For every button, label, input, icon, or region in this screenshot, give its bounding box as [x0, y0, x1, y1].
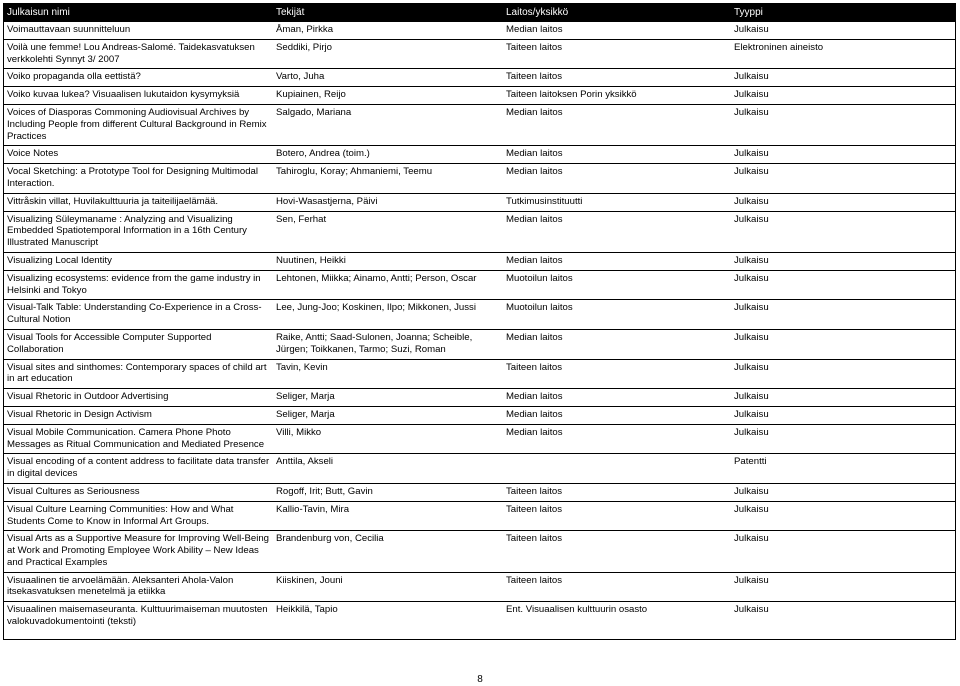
table-row [4, 252, 955, 270]
cell-authors: Seddiki, Pirjo [273, 39, 503, 69]
cell-authors: Lehtonen, Miikka; Ainamo, Antti; Person, Oscar [273, 270, 503, 300]
cell-title: Voilà une femme! Lou Andreas-Salomé. Taidekasvatuksen verkkolehti Synnyt 3/ 2007 [4, 39, 273, 69]
table-row [4, 359, 955, 389]
cell-department [503, 454, 731, 484]
cell-authors: Tahiroglu, Koray; Ahmaniemi, Teemu [273, 164, 503, 194]
cell-title: Vittråskin villat, Huvilakulttuuria ja taiteilijaelämää. [4, 193, 273, 211]
cell-authors: Anttila, Akseli [273, 454, 503, 484]
cell-type: Julkaisu [731, 193, 955, 211]
table-body [4, 22, 955, 631]
table-row [4, 87, 955, 105]
header-type: Tyyppi [731, 4, 955, 22]
cell-type: Julkaisu [731, 104, 955, 145]
cell-type: Julkaisu [731, 501, 955, 531]
cell-title: Voimauttavaan suunnitteluun [7, 24, 131, 35]
cell-title: Visualizing Süleymaname : Analyzing and Visualizing Embedded Spatiotemporal Information in a 16th Century Illustrated Manuscript [4, 211, 273, 252]
cell-title: Visual Arts as a Supportive Measure for Improving Well-Being at Work and Promoting Employee Work Ability – New Ideas and Practical Examples [4, 531, 273, 572]
cell-type: Julkaisu [731, 270, 955, 300]
cell-title: Visual-Talk Table: Understanding Co-Experience in a Cross-Cultural Notion [4, 300, 273, 330]
cell-department: Median laitos [503, 146, 731, 164]
table-row [4, 146, 955, 164]
cell-department: Muotoilun laitos [503, 270, 731, 300]
cell-title: Visualizing ecosystems: evidence from the game industry in Helsinki and Tokyo [4, 270, 273, 300]
cell-title: Visual sites and sinthomes: Contemporary spaces of child art in art education [4, 359, 273, 389]
cell-department: Median laitos [503, 329, 731, 359]
cell-authors: Lee, Jung-Joo; Koskinen, Ilpo; Mikkonen, Jussi [273, 300, 503, 330]
cell-department: Taiteen laitos [503, 39, 731, 69]
cell-authors: Nuutinen, Heikki [273, 252, 503, 270]
cell-type: Julkaisu [731, 389, 955, 407]
cell-authors: Kupiainen, Reijo [273, 87, 503, 105]
cell-department: Muotoilun laitos [503, 300, 731, 330]
cell-department: Taiteen laitos [503, 359, 731, 389]
cell-department: Taiteen laitoksen Porin yksikkö [503, 87, 731, 105]
table-row [4, 22, 955, 39]
page-number: 8 [477, 674, 483, 685]
table-row [4, 501, 955, 531]
cell-authors: Villi, Mikko [273, 424, 503, 454]
cell-authors: Seliger, Marja [273, 389, 503, 407]
cell-title: Visuaalinen maisemaseuranta. Kulttuurimaiseman muutosten valokuvadokumentointi (teksti) [4, 602, 273, 631]
cell-type: Julkaisu [731, 483, 955, 501]
cell-type: Julkaisu [731, 300, 955, 330]
cell-department: Median laitos [503, 164, 731, 194]
cell-authors: Rogoff, Irit; Butt, Gavin [273, 483, 503, 501]
cell-title: Vocal Sketching: a Prototype Tool for Designing Multimodal Interaction. [4, 164, 273, 194]
cell-authors: Botero, Andrea (toim.) [273, 146, 503, 164]
cell-department: Taiteen laitos [503, 572, 731, 602]
table-row [4, 69, 955, 87]
cell-authors: Salgado, Mariana [273, 104, 503, 145]
table-row [4, 211, 955, 252]
cell-title: Voiko kuvaa lukea? Visuaalisen lukutaidon kysymyksiä [4, 87, 273, 105]
publications-table [4, 4, 955, 631]
table-row [4, 531, 955, 572]
table-row [4, 389, 955, 407]
cell-department: Median laitos [503, 211, 731, 252]
cell-authors: Kiiskinen, Jouni [273, 572, 503, 602]
cell-title: Visual Tools for Accessible Computer Supported Collaboration [4, 329, 273, 359]
table-row [4, 193, 955, 211]
header-title: Julkaisun nimi [4, 4, 273, 22]
cell-department: Median laitos [503, 406, 731, 424]
cell-title: Visual encoding of a content address to facilitate data transfer in digital devices [4, 454, 273, 484]
cell-type: Julkaisu [731, 531, 955, 572]
table-row [4, 406, 955, 424]
table-row [4, 104, 955, 145]
table-row [4, 424, 955, 454]
table-row [4, 270, 955, 300]
cell-title: Visual Cultures as Seriousness [4, 483, 273, 501]
cell-type: Julkaisu [731, 406, 955, 424]
cell-authors: Tavin, Kevin [273, 359, 503, 389]
table-row [4, 602, 955, 631]
cell-type: Julkaisu [731, 69, 955, 87]
cell-type: Julkaisu [731, 359, 955, 389]
cell-department: Tutkimusinstituutti [503, 193, 731, 211]
cell-department: Median laitos [503, 424, 731, 454]
cell-type: Julkaisu [731, 146, 955, 164]
table-row [4, 300, 955, 330]
cell-type: Patentti [731, 454, 955, 484]
cell-department: Ent. Visuaalisen kulttuurin osasto [503, 602, 731, 631]
cell-title: Voices of Diasporas Commoning Audiovisual Archives by Including People from different Cultural Background in Remix Practices [4, 104, 273, 145]
cell-type: Julkaisu [731, 211, 955, 252]
cell-title: Voiko propaganda olla eettistä? [4, 69, 273, 87]
cell-type: Julkaisu [731, 164, 955, 194]
cell-type: Julkaisu [734, 24, 769, 35]
cell-department: Taiteen laitos [503, 69, 731, 87]
cell-department: Median laitos [503, 104, 731, 145]
cell-title: Visual Rhetoric in Design Activism [4, 406, 273, 424]
cell-authors: Hovi-Wasastjerna, Päivi [273, 193, 503, 211]
cell-type: Julkaisu [731, 87, 955, 105]
cell-department: Taiteen laitos [503, 501, 731, 531]
table-row [4, 454, 955, 484]
cell-type: Julkaisu [731, 252, 955, 270]
cell-title: Visualizing Local Identity [4, 252, 273, 270]
table-row [4, 329, 955, 359]
table-row [4, 39, 955, 69]
cell-type: Julkaisu [731, 329, 955, 359]
cell-authors: Seliger, Marja [273, 406, 503, 424]
cell-authors: Heikkilä, Tapio [273, 602, 503, 631]
cell-authors: Varto, Juha [273, 69, 503, 87]
header-department: Laitos/yksikkö [503, 4, 731, 22]
publication-sheet [3, 3, 956, 640]
cell-type: Julkaisu [731, 572, 955, 602]
cell-authors: Kallio-Tavin, Mira [273, 501, 503, 531]
cell-type: Julkaisu [731, 602, 955, 631]
table-row [4, 483, 955, 501]
table-row [4, 164, 955, 194]
cell-authors: Åman, Pirkka [276, 24, 334, 35]
cell-authors: Sen, Ferhat [273, 211, 503, 252]
cell-title: Voice Notes [4, 146, 273, 164]
cell-type: Elektroninen aineisto [731, 39, 955, 69]
cell-title: Visual Culture Learning Communities: How and What Students Come to Know in Informal Art Groups. [4, 501, 273, 531]
table-header-row [4, 4, 955, 22]
cell-department: Taiteen laitos [503, 531, 731, 572]
cell-type: Julkaisu [731, 424, 955, 454]
cell-authors: Raike, Antti; Saad-Sulonen, Joanna; Scheible, Jürgen; Toikkanen, Tarmo; Suzi, Roman [273, 329, 503, 359]
cell-department: Median laitos [506, 24, 563, 35]
cell-department: Taiteen laitos [503, 483, 731, 501]
cell-title: Visual Mobile Communication. Camera Phone Photo Messages as Ritual Communication and Mediated Presence [4, 424, 273, 454]
cell-authors: Brandenburg von, Cecilia [273, 531, 503, 572]
cell-department: Median laitos [503, 389, 731, 407]
table-row [4, 572, 955, 602]
header-authors: Tekijät [273, 4, 503, 22]
cell-title: Visuaalinen tie arvoelämään. Aleksanteri Ahola-Valon itsekasvatuksen menetelmä ja etiikka [4, 572, 273, 602]
cell-department: Median laitos [503, 252, 731, 270]
cell-title: Visual Rhetoric in Outdoor Advertising [4, 389, 273, 407]
